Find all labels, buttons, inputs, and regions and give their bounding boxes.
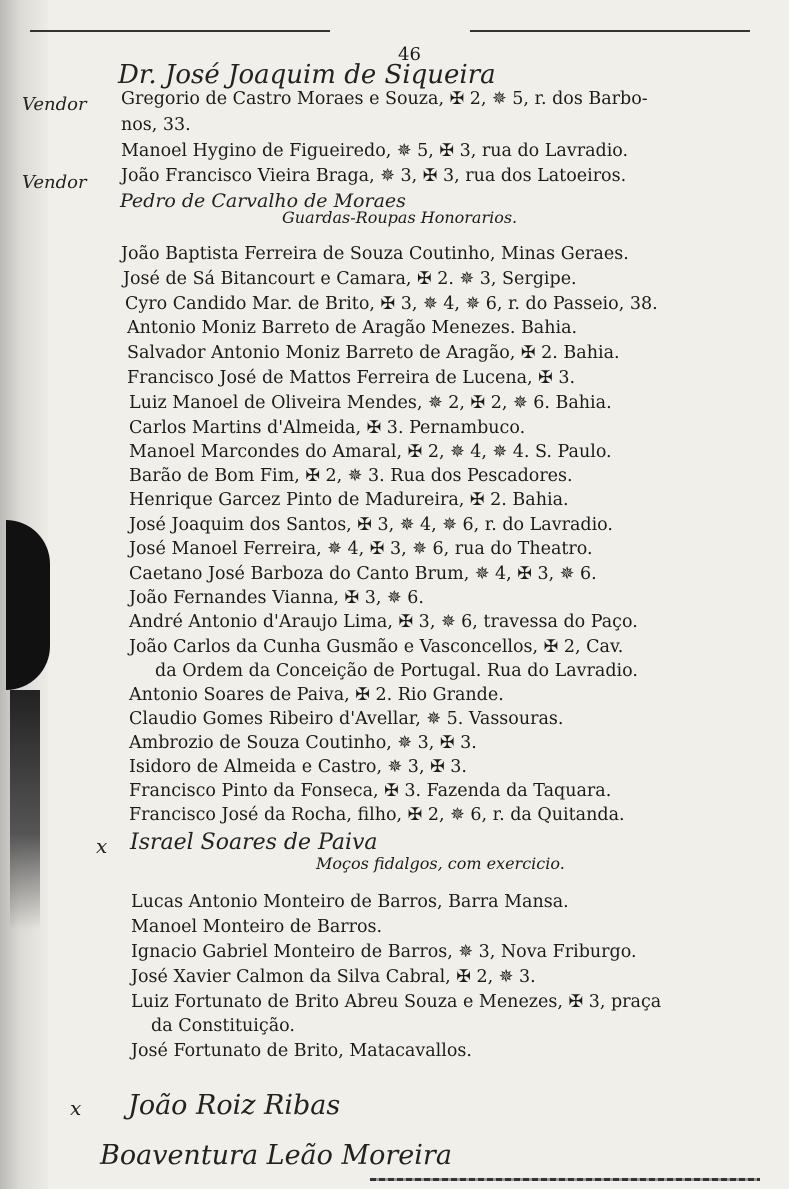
entry-line: da Ordem da Conceição de Portugal. Rua do Lavradio. [155,661,638,681]
entry-line: José Joaquim dos Santos, ✠ 3, ✵ 4, ✵ 6, r. do Lavradio. [129,515,613,535]
handwritten-mark-1: x [96,834,108,858]
entry-line: Antonio Moniz Barreto de Aragão Menezes. Bahia. [127,318,578,338]
entry-line: Manoel Marcondes do Amaral, ✠ 2, ✵ 4, ✵ 4. S. Paulo. [129,442,612,462]
handwritten-insert-1: Pedro de Carvalho de Moraes [120,190,406,212]
top-rule-left [30,30,330,32]
entry-line: Gregorio de Castro Moraes e Souza, ✠ 2, ✵ 5, r. dos Barbo- [121,89,648,109]
handwritten-mark-2: x [70,1096,82,1120]
handwritten-margin-note-2: Vendor [22,172,87,193]
entry-line: João Francisco Vieira Braga, ✵ 3, ✠ 3, rua dos Latoeiros. [121,166,627,186]
entry-line: Francisco Pinto da Fonseca, ✠ 3. Fazenda da Taquara. [129,781,612,801]
section-heading: Guardas-Roupas Honorarios. [282,208,518,227]
entry-line: José Manoel Ferreira, ✵ 4, ✠ 3, ✵ 6, rua do Theatro. [129,539,593,559]
entry-line: Ambrozio de Souza Coutinho, ✵ 3, ✠ 3. [129,733,477,753]
entry-line: Manoel Hygino de Figueiredo, ✵ 5, ✠ 3, rua do Lavradio. [121,141,629,161]
handwritten-bottom-1: João Roiz Ribas [128,1090,341,1121]
entry-line: da Constituição. [151,1016,295,1036]
entry-line: João Fernandes Vianna, ✠ 3, ✵ 6. [129,588,424,608]
ink-smear [10,690,40,930]
handwritten-margin-note-1: Vendor [22,94,87,115]
entry-line: Henrique Garcez Pinto de Madureira, ✠ 2. Bahia. [129,490,569,510]
handwritten-top-name: Dr. José Joaquim de Siqueira [118,60,496,90]
entry-line: Francisco José de Mattos Ferreira de Lucena, ✠ 3. [127,368,576,388]
entry-line: José Fortunato de Brito, Matacavallos. [131,1041,472,1061]
entry-line: Antonio Soares de Paiva, ✠ 2. Rio Grande. [129,685,504,705]
entry-line: Isidoro de Almeida e Castro, ✵ 3, ✠ 3. [129,757,467,777]
bottom-rule [370,1178,760,1181]
entry-line: Salvador Antonio Moniz Barreto de Aragão, ✠ 2. Bahia. [127,343,620,363]
entry-line: Ignacio Gabriel Monteiro de Barros, ✵ 3, Nova Friburgo. [131,942,637,962]
handwritten-bottom-2: Boaventura Leão Moreira [100,1140,452,1171]
entry-line: José Xavier Calmon da Silva Cabral, ✠ 2, ✵ 3. [131,967,536,987]
entry-line: João Baptista Ferreira de Souza Coutinho, Minas Geraes. [121,244,629,264]
entry-line: Luiz Manoel de Oliveira Mendes, ✵ 2, ✠ 2, ✵ 6. Bahia. [129,393,612,413]
entry-line: Claudio Gomes Ribeiro d'Avellar, ✵ 5. Vassouras. [129,709,564,729]
entry-line: João Carlos da Cunha Gusmão e Vasconcellos, ✠ 2, Cav. [129,637,624,657]
entry-line: Luiz Fortunato de Brito Abreu Souza e Menezes, ✠ 3, praça [131,992,662,1012]
entry-line: Lucas Antonio Monteiro de Barros, Barra Mansa. [131,892,569,912]
page-number: 46 [398,44,421,65]
entry-line: Carlos Martins d'Almeida, ✠ 3. Pernambuco. [129,418,526,438]
entry-line: Manoel Monteiro de Barros. [131,917,383,937]
section-heading: Moços fidalgos, com exercicio. [316,854,565,873]
entry-line: André Antonio d'Araujo Lima, ✠ 3, ✵ 6, travessa do Paço. [129,612,638,632]
ink-blot [6,520,50,690]
entry-line: José de Sá Bitancourt e Camara, ✠ 2. ✵ 3, Sergipe. [123,269,577,289]
handwritten-insert-2: Israel Soares de Paiva [130,830,378,855]
entry-line: Cyro Candido Mar. de Brito, ✠ 3, ✵ 4, ✵ 6, r. do Passeio, 38. [125,294,658,314]
entry-line: Francisco José da Rocha, filho, ✠ 2, ✵ 6, r. da Quitanda. [129,805,625,825]
entry-line: Barão de Bom Fim, ✠ 2, ✵ 3. Rua dos Pescadores. [129,466,573,486]
top-rule-right [470,30,750,32]
entry-line: nos, 33. [121,115,191,135]
entry-line: Caetano José Barboza do Canto Brum, ✵ 4, ✠ 3, ✵ 6. [129,564,597,584]
